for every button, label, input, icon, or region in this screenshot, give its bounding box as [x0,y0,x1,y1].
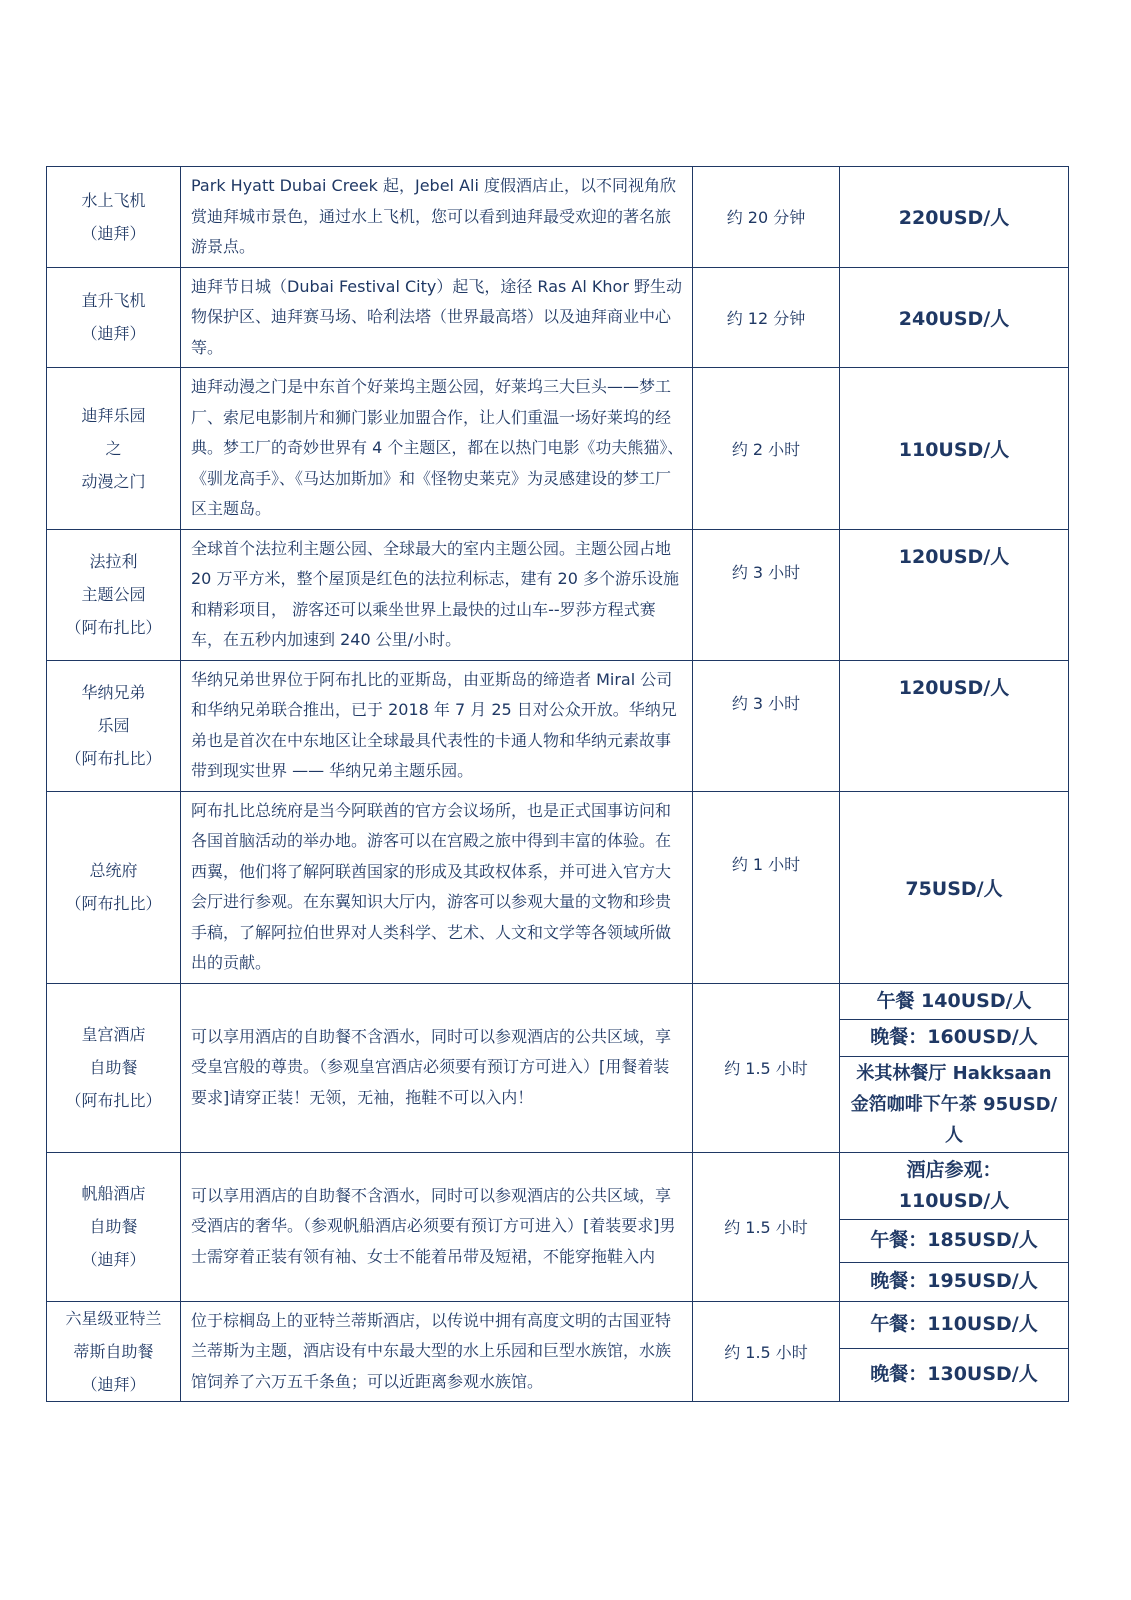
attraction-name-part: 动漫之门 [81,471,146,491]
attraction-name-cell [47,368,181,530]
attraction-description: 可以享用酒店的自助餐不含酒水，同时可以参观酒店的公共区域，享受酒店的奢华。（参观帆船酒店必须要有预订方可进入）[着装要求]男士需穿着正装有领有袖、女士不能着吊带及短裙，不能穿拖鞋入内 [181,1152,693,1301]
attraction-name: 直升飞机 [81,291,146,311]
attraction-name-cell [47,983,181,1152]
attraction-location: （阿布扎比） [65,618,162,637]
table-row [47,529,1069,660]
attraction-name-cell [47,267,181,368]
attraction-name-cell [47,1301,181,1402]
attraction-location: （迪拜） [81,223,146,243]
attraction-duration: 约 2 小时 [693,368,840,530]
attraction-description: 位于棕榈岛上的亚特兰蒂斯酒店，以传说中拥有高度文明的古国亚特兰蒂斯为主题，酒店设有中东最大型的水上乐园和巨型水族馆，水族馆饲养了六万五千条鱼；可以近距离参观水族馆。 [181,1301,693,1402]
attraction-name-part: 自助餐 [89,1058,138,1077]
attraction-duration: 约 3 小时 [693,660,840,791]
attraction-name: 六星级亚特兰 [65,1308,162,1328]
attraction-name: 帆船酒店 [81,1184,146,1203]
attraction-description: 迪拜动漫之门是中东首个好莱坞主题公园，好莱坞三大巨头——梦工厂、索尼电影制片和狮门影业加盟合作，让人们重温一场好莱坞的经典。梦工厂的奇妙世界有 4 个主题区，都在以热门电影《功夫熊猫》、《驯龙高手》、《马达加斯加》和《怪物史莱克》为灵感建设的梦工厂区主题岛。 [181,368,693,530]
table-row [47,167,1069,268]
attraction-name: 华纳兄弟 [81,683,146,702]
attraction-location: （阿布扎比） [65,749,162,768]
attraction-location: （迪拜） [81,324,146,344]
attraction-price: 晚餐：130USD/人 [840,1348,1068,1402]
attraction-price: 酒店参观：110USD/人 [898,1158,1010,1212]
attraction-price: 120USD/人 [840,660,1069,791]
attraction-name-cell [47,1152,181,1301]
attraction-duration: 约 1.5 小时 [693,1301,840,1402]
table-row [47,983,1069,1152]
attraction-name-part: 之 [105,438,122,458]
attraction-duration: 约 1.5 小时 [693,1152,840,1301]
table-row [47,267,1069,368]
attraction-description: 阿布扎比总统府是当今阿联酋的官方会议场所，也是正式国事访问和各国首脑活动的举办地。游客可以在宫殿之旅中得到丰富的体验。在西翼，他们将了解阿联酋国家的形成及其政权体系，并可进入官方大会厅进行参观。在东翼知识大厅内，游客可以参观大量的文物和珍贵手稿，了解阿拉伯世界对人类科学、艺术、人文和文学等各领域所做出的贡献。 [181,791,693,983]
attraction-name-part: 蒂斯自助餐 [73,1341,154,1361]
table-row [47,660,1069,791]
attraction-duration: 约 12 分钟 [693,267,840,368]
table-row [47,1152,1069,1301]
attraction-name-part: 乐园 [97,716,130,735]
attraction-price: 75USD/人 [840,791,1069,983]
attraction-location: （迪拜） [81,1374,146,1394]
attraction-location: （阿布扎比） [65,894,162,913]
attraction-price: 米其林餐厅 Hakksaan 金箔咖啡下午茶 95USD/人 [840,1056,1068,1152]
attraction-description: 全球首个法拉利主题公园、全球最大的室内主题公园。主题公园占地 20 万平方米，整个屋顶是红色的法拉利标志，建有 20 多个游乐设施和精彩项目， 游客还可以乘坐世界上最快的过山车--罗莎方程式赛车，在五秒内加速到 240 公里/小时。 [181,529,693,660]
attraction-description: 华纳兄弟世界位于阿布扎比的亚斯岛，由亚斯岛的缔造者 Miral 公司和华纳兄弟联合推出，已于 2018 年 7 月 25 日对公众开放。华纳兄弟也是首次在中东地区让全球最具代表性的卡通人物和华纳元素故事带到现实世界 —— 华纳兄弟主题乐园。 [181,660,693,791]
table-row [47,791,1069,983]
attraction-name-part: 主题公园 [81,585,146,604]
attraction-name-cell [47,529,181,660]
attraction-price: 晚餐：195USD/人 [840,1262,1068,1301]
attraction-price-stack [840,1301,1069,1402]
attraction-name: 总统府 [89,861,138,880]
attraction-duration: 约 3 小时 [693,529,840,660]
attraction-price: 240USD/人 [840,267,1069,368]
tour-price-table [46,166,1069,1402]
attraction-price: 午餐：110USD/人 [870,1313,1038,1335]
attraction-price: 午餐 140USD/人 [876,989,1032,1012]
attraction-price-stack [840,1152,1069,1301]
attraction-name: 皇宫酒店 [81,1025,146,1044]
table-row [47,368,1069,530]
attraction-name: 水上飞机 [81,190,146,210]
attraction-name: 法拉利 [89,552,138,571]
attraction-name: 迪拜乐园 [81,405,146,425]
attraction-price: 120USD/人 [840,529,1069,660]
attraction-price: 晚餐：160USD/人 [840,1019,1068,1056]
attraction-duration: 约 1 小时 [693,791,840,983]
attraction-name-part: 自助餐 [89,1217,138,1236]
attraction-description: 可以享用酒店的自助餐不含酒水，同时可以参观酒店的公共区域，享受皇宫般的尊贵。（参观皇宫酒店必须要有预订方可进入）[用餐着装要求]请穿正装！无领，无袖，拖鞋不可以入内！ [181,983,693,1152]
attraction-duration: 约 20 分钟 [693,167,840,268]
attraction-name-cell [47,660,181,791]
attraction-price: 午餐：185USD/人 [840,1219,1068,1262]
table-row [47,1301,1069,1402]
attraction-price-stack [840,983,1069,1152]
attraction-location: （阿布扎比） [65,1091,162,1110]
attraction-duration: 约 1.5 小时 [693,983,840,1152]
attraction-price: 110USD/人 [840,368,1069,530]
attraction-name-cell [47,167,181,268]
attraction-location: （迪拜） [81,1250,146,1269]
attraction-description: Park Hyatt Dubai Creek 起，Jebel Ali 度假酒店止，以不同视角欣赏迪拜城市景色，通过水上飞机，您可以看到迪拜最受欢迎的著名旅游景点。 [181,167,693,268]
attraction-price: 220USD/人 [840,167,1069,268]
attraction-name-cell [47,791,181,983]
attraction-description: 迪拜节日城（Dubai Festival City）起飞，途径 Ras Al Khor 野生动物保护区、迪拜赛马场、哈利法塔（世界最高塔）以及迪拜商业中心等。 [181,267,693,368]
